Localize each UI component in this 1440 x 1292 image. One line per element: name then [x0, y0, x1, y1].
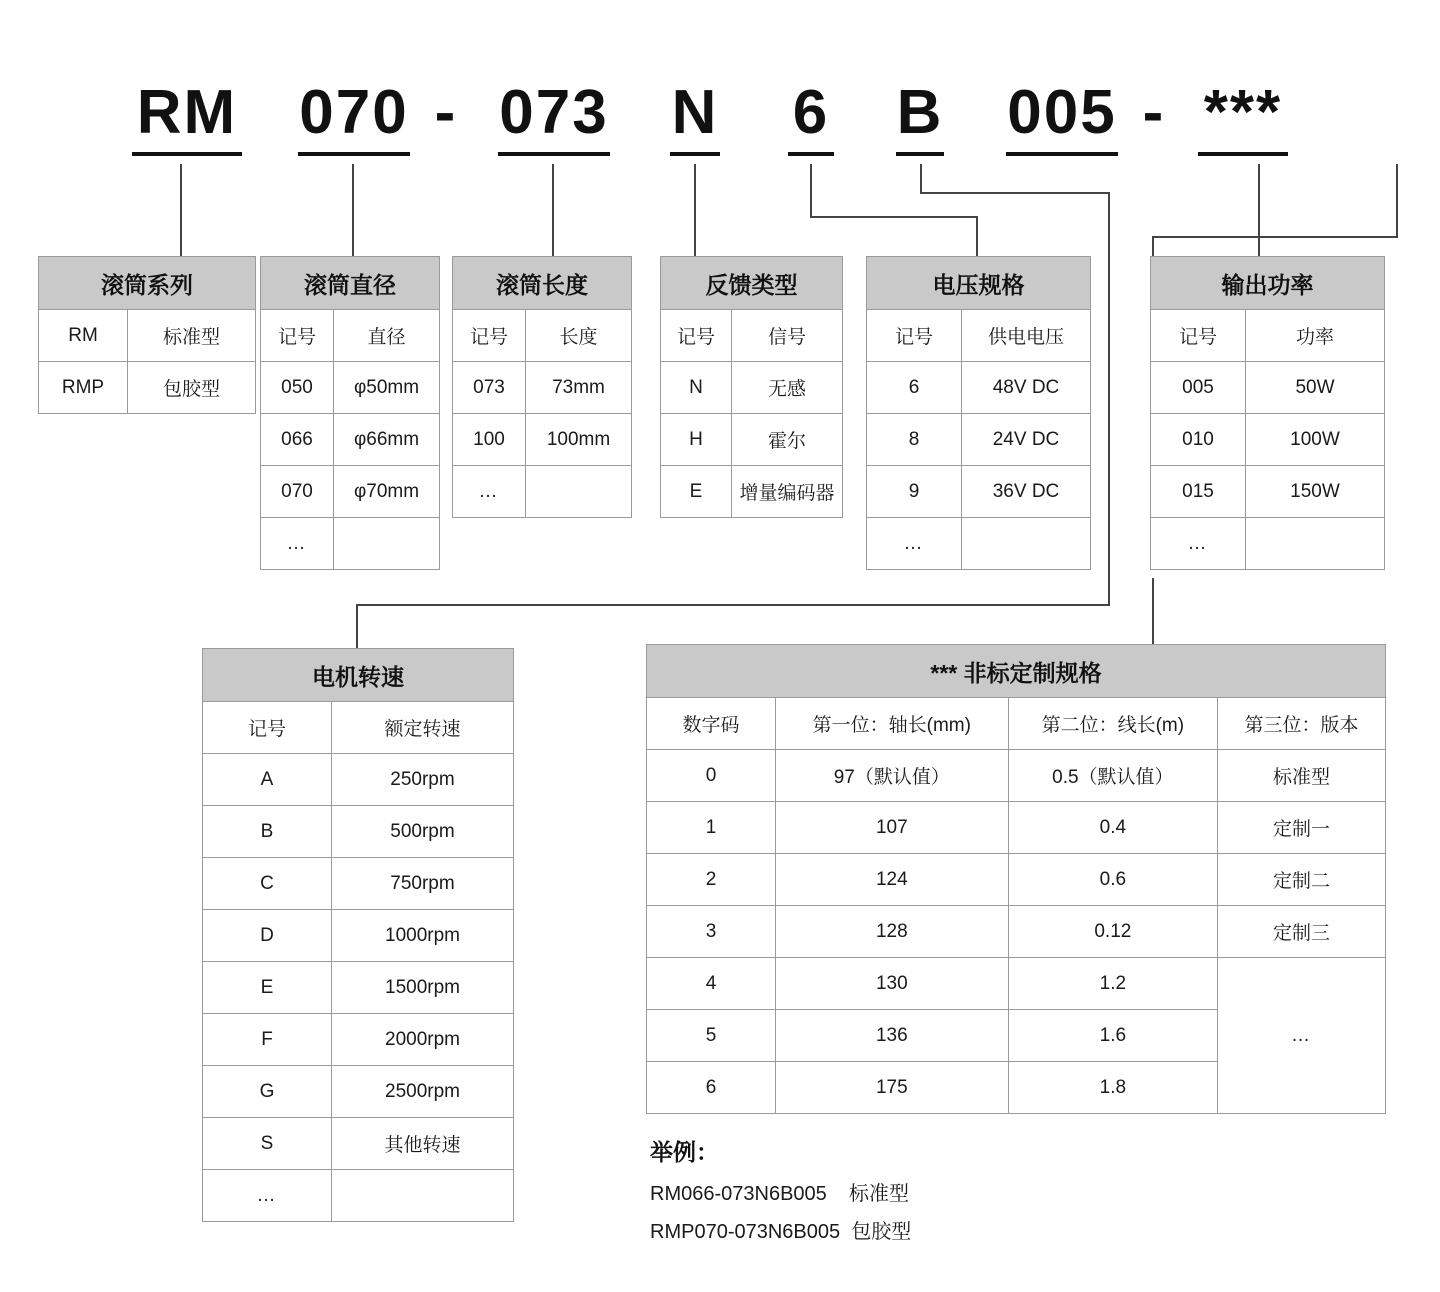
cell-digit: 2: [647, 854, 776, 906]
table-row: [203, 1170, 514, 1222]
column-header-shaft: 第一位：轴长(mm): [776, 698, 1009, 750]
cell-code: A: [203, 754, 332, 806]
code-segment-voltage: 6: [788, 74, 834, 156]
connector-length: [552, 164, 554, 256]
table-custom-title: *** 非标定制规格: [647, 645, 1386, 698]
cell-value: φ50mm: [334, 362, 440, 414]
cell-shaft: 124: [776, 854, 1009, 906]
cell-value: 36V DC: [962, 466, 1091, 518]
cell-cable: 0.5（默认值）: [1008, 750, 1217, 802]
example-line: RMP070-073N6B005 包胶型: [650, 1221, 912, 1243]
cell-code: 9: [867, 466, 962, 518]
cell-value: 其他转速: [332, 1118, 514, 1170]
column-header-value: 信号: [732, 310, 843, 362]
connector-series: [180, 164, 182, 256]
cell-code: …: [867, 518, 962, 570]
column-header-code: 记号: [867, 310, 962, 362]
column-header-code: 记号: [661, 310, 732, 362]
cell-code: H: [661, 414, 732, 466]
code-segment-speed: B: [896, 74, 944, 156]
connector-diameter: [352, 164, 354, 256]
cell-version: …: [1218, 958, 1386, 1114]
table-diameter: [260, 256, 440, 570]
table-header-row: [453, 310, 632, 362]
cell-digit: 4: [647, 958, 776, 1010]
code-segment-series: RM: [132, 74, 242, 156]
table-header-row: [661, 310, 843, 362]
cell-code: 8: [867, 414, 962, 466]
cell-cable: 0.12: [1008, 906, 1217, 958]
table-header-row: [647, 698, 1386, 750]
cell-value: 无感: [732, 362, 843, 414]
column-header-code: 记号: [203, 702, 332, 754]
connector-custom-a: [1396, 164, 1398, 238]
column-header-digit: 数字码: [647, 698, 776, 750]
connector-feedback: [694, 164, 696, 256]
model-code-row: [0, 60, 1440, 170]
connector-custom-c: [1152, 236, 1154, 256]
table-speed-title: 电机转速: [203, 649, 514, 702]
cell-value: 50W: [1246, 362, 1385, 414]
cell-code: 015: [1151, 466, 1246, 518]
cell-value: 100W: [1246, 414, 1385, 466]
table-row: [453, 466, 632, 518]
connector-speed-b: [920, 192, 1110, 194]
connector-power-a: [1258, 164, 1260, 256]
cell-code: 050: [261, 362, 334, 414]
table-row: [867, 466, 1091, 518]
cell-value: 24V DC: [962, 414, 1091, 466]
cell-value: 48V DC: [962, 362, 1091, 414]
table-row: [1151, 414, 1385, 466]
table-row: [661, 466, 843, 518]
examples-block: [650, 1134, 1350, 1253]
column-header-value: 直径: [334, 310, 440, 362]
connector-voltage-a: [810, 164, 812, 216]
table-row: [1151, 518, 1385, 570]
table-header-row: [261, 310, 440, 362]
table-row: [647, 750, 1386, 802]
table-row: [203, 1118, 514, 1170]
cell-version: 标准型: [1218, 750, 1386, 802]
cell-cable: 0.6: [1008, 854, 1217, 906]
cell-value: 1000rpm: [332, 910, 514, 962]
cell-code: …: [453, 466, 526, 518]
cell-version: 定制一: [1218, 802, 1386, 854]
code-segment-feedback: N: [670, 74, 720, 156]
connector-custom-d: [1152, 578, 1154, 644]
table-row: [203, 1014, 514, 1066]
table-row: [867, 362, 1091, 414]
cell-digit: 0: [647, 750, 776, 802]
cell-code: …: [1151, 518, 1246, 570]
cell-code: …: [261, 518, 334, 570]
code-dash-1: -: [434, 78, 456, 147]
cell-value: [526, 466, 632, 518]
table-row: [661, 414, 843, 466]
cell-value: 250rpm: [332, 754, 514, 806]
column-header-value: 长度: [526, 310, 632, 362]
table-row: [867, 518, 1091, 570]
example-line: RM066-073N6B005 标准型: [650, 1183, 910, 1205]
cell-value: 1500rpm: [332, 962, 514, 1014]
cell-value: 包胶型: [128, 362, 256, 414]
table-power-title: 输出功率: [1151, 257, 1385, 310]
cell-value: [962, 518, 1091, 570]
table-row: [647, 906, 1386, 958]
connector-custom-b: [1152, 236, 1398, 238]
code-segment-power: 005: [1006, 74, 1118, 156]
connector-speed-d: [356, 604, 1110, 606]
code-segment-diameter: 070: [298, 74, 410, 156]
cell-code: 070: [261, 466, 334, 518]
table-power: [1150, 256, 1385, 570]
cell-value: [332, 1170, 514, 1222]
table-length: [452, 256, 632, 518]
cell-cable: 1.6: [1008, 1010, 1217, 1062]
cell-digit: 5: [647, 1010, 776, 1062]
table-header-row: [203, 702, 514, 754]
cell-value: [334, 518, 440, 570]
table-row: [453, 414, 632, 466]
cell-digit: 1: [647, 802, 776, 854]
table-feedback: [660, 256, 843, 518]
table-row: [39, 310, 256, 362]
cell-shaft: 128: [776, 906, 1009, 958]
table-speed: [202, 648, 514, 1222]
cell-value: φ66mm: [334, 414, 440, 466]
code-segment-length: 073: [498, 74, 610, 156]
cell-code: 010: [1151, 414, 1246, 466]
cell-version: 定制三: [1218, 906, 1386, 958]
cell-shaft: 136: [776, 1010, 1009, 1062]
table-row: [453, 362, 632, 414]
cell-code: B: [203, 806, 332, 858]
code-segment-custom: ***: [1198, 74, 1288, 156]
cell-shaft: 97（默认值）: [776, 750, 1009, 802]
cell-shaft: 130: [776, 958, 1009, 1010]
table-voltage-title: 电压规格: [867, 257, 1091, 310]
cell-code: E: [661, 466, 732, 518]
cell-code: N: [661, 362, 732, 414]
table-row: [203, 910, 514, 962]
column-header-value: 供电电压: [962, 310, 1091, 362]
table-row: [661, 362, 843, 414]
column-header-cable: 第二位：线长(m): [1008, 698, 1217, 750]
cell-value: 2000rpm: [332, 1014, 514, 1066]
table-row: [261, 362, 440, 414]
connector-voltage-c: [976, 216, 978, 256]
column-header-value: 额定转速: [332, 702, 514, 754]
table-series: [38, 256, 256, 414]
cell-value: 750rpm: [332, 858, 514, 910]
table-row: [261, 414, 440, 466]
cell-digit: 6: [647, 1062, 776, 1114]
table-row: [203, 962, 514, 1014]
cell-code: RMP: [39, 362, 128, 414]
cell-code: C: [203, 858, 332, 910]
cell-code: S: [203, 1118, 332, 1170]
cell-value: 150W: [1246, 466, 1385, 518]
cell-shaft: 175: [776, 1062, 1009, 1114]
cell-code: 100: [453, 414, 526, 466]
connector-speed-a: [920, 164, 922, 192]
cell-code: G: [203, 1066, 332, 1118]
cell-code: 073: [453, 362, 526, 414]
cell-code: 6: [867, 362, 962, 414]
connector-speed-e: [356, 604, 358, 648]
table-row: [39, 362, 256, 414]
cell-code: E: [203, 962, 332, 1014]
table-row: [203, 754, 514, 806]
table-row: [1151, 362, 1385, 414]
table-custom: [646, 644, 1386, 1114]
table-diameter-title: 滚筒直径: [261, 257, 440, 310]
cell-code: D: [203, 910, 332, 962]
cell-value: 2500rpm: [332, 1066, 514, 1118]
table-row: [261, 518, 440, 570]
cell-code: …: [203, 1170, 332, 1222]
cell-code: F: [203, 1014, 332, 1066]
cell-digit: 3: [647, 906, 776, 958]
table-series-title: 滚筒系列: [39, 257, 256, 310]
cell-code: RM: [39, 310, 128, 362]
table-row: [647, 854, 1386, 906]
cell-cable: 1.2: [1008, 958, 1217, 1010]
table-feedback-title: 反馈类型: [661, 257, 843, 310]
cell-value: 标准型: [128, 310, 256, 362]
table-row: [203, 806, 514, 858]
table-row: [203, 858, 514, 910]
cell-value: 增量编码器: [732, 466, 843, 518]
column-header-code: 记号: [261, 310, 334, 362]
table-length-title: 滚筒长度: [453, 257, 632, 310]
table-header-row: [867, 310, 1091, 362]
cell-shaft: 107: [776, 802, 1009, 854]
connector-voltage-b: [810, 216, 978, 218]
table-header-row: [1151, 310, 1385, 362]
cell-value: 73mm: [526, 362, 632, 414]
examples-title: 举例：: [650, 1139, 719, 1165]
cell-value: 100mm: [526, 414, 632, 466]
table-row: [647, 958, 1386, 1010]
column-header-version: 第三位：版本: [1218, 698, 1386, 750]
cell-cable: 1.8: [1008, 1062, 1217, 1114]
cell-code: 066: [261, 414, 334, 466]
table-row: [1151, 466, 1385, 518]
table-row: [647, 802, 1386, 854]
table-row: [261, 466, 440, 518]
column-header-value: 功率: [1246, 310, 1385, 362]
table-voltage: [866, 256, 1091, 570]
cell-value: 霍尔: [732, 414, 843, 466]
cell-code: 005: [1151, 362, 1246, 414]
cell-cable: 0.4: [1008, 802, 1217, 854]
column-header-code: 记号: [1151, 310, 1246, 362]
cell-value: [1246, 518, 1385, 570]
cell-value: 500rpm: [332, 806, 514, 858]
code-dash-2: -: [1142, 78, 1164, 147]
table-row: [867, 414, 1091, 466]
connector-speed-c: [1108, 192, 1110, 606]
column-header-code: 记号: [453, 310, 526, 362]
table-row: [203, 1066, 514, 1118]
cell-value: φ70mm: [334, 466, 440, 518]
cell-version: 定制二: [1218, 854, 1386, 906]
